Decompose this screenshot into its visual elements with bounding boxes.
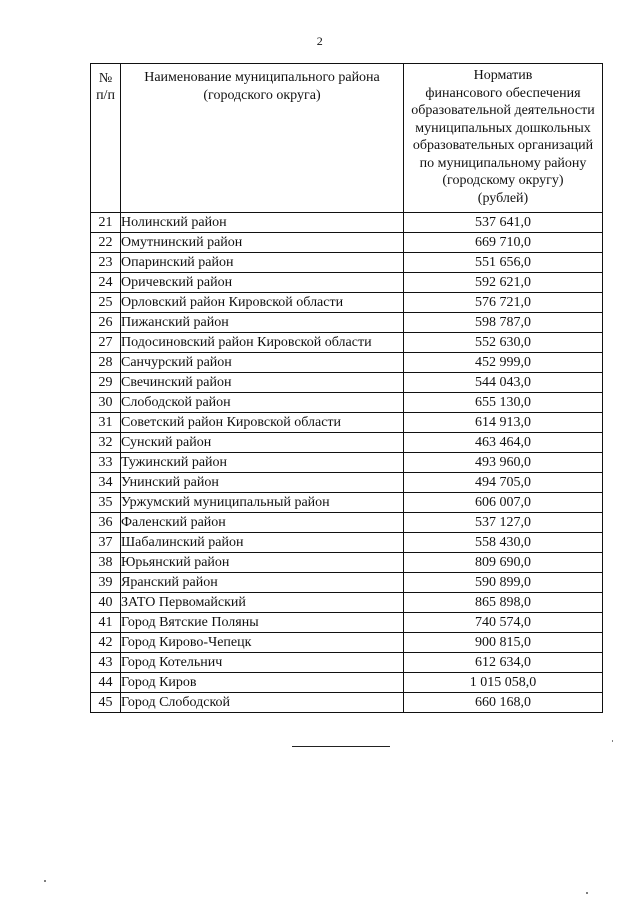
district-name-cell: Унинский район bbox=[121, 473, 404, 493]
table-row bbox=[91, 433, 603, 453]
district-name-cell: Город Слободской bbox=[121, 693, 404, 713]
row-number-cell: 33 bbox=[91, 453, 121, 473]
row-number-cell: 36 bbox=[91, 513, 121, 533]
row-number-cell: 27 bbox=[91, 333, 121, 353]
row-number-cell: 34 bbox=[91, 473, 121, 493]
table-row bbox=[91, 273, 603, 293]
table-header-row bbox=[91, 64, 603, 213]
table-row bbox=[91, 393, 603, 413]
norm-value-cell: 590 899,0 bbox=[404, 573, 603, 593]
row-number-cell: 30 bbox=[91, 393, 121, 413]
district-name-cell: Яранский район bbox=[121, 573, 404, 593]
district-name-cell: Орловский район Кировской области bbox=[121, 293, 404, 313]
district-name-cell: Город Вятские Поляны bbox=[121, 613, 404, 633]
district-name-cell: Подосиновский район Кировской области bbox=[121, 333, 404, 353]
table-row bbox=[91, 413, 603, 433]
norm-value-cell: 452 999,0 bbox=[404, 353, 603, 373]
row-number-cell: 45 bbox=[91, 693, 121, 713]
header-value-line: образовательной деятельности bbox=[411, 103, 595, 118]
district-name-cell: Город Котельнич bbox=[121, 653, 404, 673]
header-value-line: образовательных организаций bbox=[412, 138, 594, 153]
row-number-cell: 22 bbox=[91, 233, 121, 253]
table-row bbox=[91, 233, 603, 253]
norm-value-cell: 809 690,0 bbox=[404, 553, 603, 573]
norm-value-cell: 669 710,0 bbox=[404, 233, 603, 253]
norm-value-cell: 463 464,0 bbox=[404, 433, 603, 453]
header-district-name bbox=[121, 64, 404, 213]
district-name-cell: Нолинский район bbox=[121, 213, 404, 233]
row-number-cell: 40 bbox=[91, 593, 121, 613]
district-name-cell: Тужинский район bbox=[121, 453, 404, 473]
header-name-line: Наименование муниципального района bbox=[144, 70, 380, 85]
table-row bbox=[91, 633, 603, 653]
district-name-cell: Советский район Кировской области bbox=[121, 413, 404, 433]
norm-value-cell: 900 815,0 bbox=[404, 633, 603, 653]
table-row bbox=[91, 513, 603, 533]
norm-value-cell: 740 574,0 bbox=[404, 613, 603, 633]
row-number-cell: 25 bbox=[91, 293, 121, 313]
row-number-cell: 38 bbox=[91, 553, 121, 573]
header-number bbox=[91, 64, 121, 213]
norm-value-cell: 1 015 058,0 bbox=[404, 673, 603, 693]
row-number-cell: 24 bbox=[91, 273, 121, 293]
district-name-cell: Свечинский район bbox=[121, 373, 404, 393]
header-norm-value bbox=[404, 64, 603, 213]
row-number-cell: 41 bbox=[91, 613, 121, 633]
row-number-cell: 21 bbox=[91, 213, 121, 233]
row-number-cell: 39 bbox=[91, 573, 121, 593]
table-row bbox=[91, 473, 603, 493]
table-row bbox=[91, 573, 603, 593]
scan-speck bbox=[44, 880, 46, 882]
norm-value-cell: 551 656,0 bbox=[404, 253, 603, 273]
header-value-line: муниципальных дошкольных bbox=[415, 120, 591, 136]
table-row bbox=[91, 673, 603, 693]
district-name-cell: ЗАТО Первомайский bbox=[121, 593, 404, 613]
table-row bbox=[91, 253, 603, 273]
norm-value-cell: 614 913,0 bbox=[404, 413, 603, 433]
row-number-cell: 37 bbox=[91, 533, 121, 553]
financing-norms-table bbox=[90, 63, 603, 713]
norm-value-cell: 576 721,0 bbox=[404, 293, 603, 313]
district-name-cell: Пижанский район bbox=[121, 313, 404, 333]
district-name-cell: Юрьянский район bbox=[121, 553, 404, 573]
header-value-line: по муниципальному району bbox=[419, 155, 587, 171]
norm-value-cell: 592 621,0 bbox=[404, 273, 603, 293]
table-row bbox=[91, 653, 603, 673]
scan-speck bbox=[586, 892, 588, 894]
district-name-cell: Шабалинский район bbox=[121, 533, 404, 553]
district-name-cell: Опаринский район bbox=[121, 253, 404, 273]
table-row bbox=[91, 613, 603, 633]
district-name-cell: Слободской район bbox=[121, 393, 404, 413]
row-number-cell: 32 bbox=[91, 433, 121, 453]
norm-value-cell: 493 960,0 bbox=[404, 453, 603, 473]
row-number-cell: 26 bbox=[91, 313, 121, 333]
table-row bbox=[91, 353, 603, 373]
district-name-cell: Город Кирово-Чепецк bbox=[121, 633, 404, 653]
norm-value-cell: 558 430,0 bbox=[404, 533, 603, 553]
table-row bbox=[91, 453, 603, 473]
norm-value-cell: 537 641,0 bbox=[404, 213, 603, 233]
norm-value-cell: 655 130,0 bbox=[404, 393, 603, 413]
norm-value-cell: 660 168,0 bbox=[404, 693, 603, 713]
header-value-line: Норматив bbox=[473, 68, 533, 83]
table-row bbox=[91, 493, 603, 513]
header-value-line: финансового обеспечения bbox=[425, 85, 581, 101]
table-row bbox=[91, 553, 603, 573]
header-name-line: (городского округа) bbox=[203, 87, 321, 103]
page-number: 2 bbox=[316, 34, 324, 48]
table-row bbox=[91, 373, 603, 393]
norm-value-cell: 598 787,0 bbox=[404, 313, 603, 333]
row-number-cell: 29 bbox=[91, 373, 121, 393]
district-name-cell: Омутнинский район bbox=[121, 233, 404, 253]
header-number-line: п/п bbox=[96, 88, 115, 103]
table-row bbox=[91, 533, 603, 553]
end-of-document-line bbox=[292, 746, 390, 747]
district-name-cell: Город Киров bbox=[121, 673, 404, 693]
row-number-cell: 23 bbox=[91, 253, 121, 273]
norm-value-cell: 552 630,0 bbox=[404, 333, 603, 353]
row-number-cell: 31 bbox=[91, 413, 121, 433]
district-name-cell: Санчурский район bbox=[121, 353, 404, 373]
table-row bbox=[91, 693, 603, 713]
norm-value-cell: 606 007,0 bbox=[404, 493, 603, 513]
table-row bbox=[91, 593, 603, 613]
district-name-cell: Оричевский район bbox=[121, 273, 404, 293]
table-body bbox=[91, 213, 603, 713]
scan-speck bbox=[612, 740, 613, 742]
row-number-cell: 28 bbox=[91, 353, 121, 373]
header-value-line: (рублей) bbox=[477, 190, 529, 206]
table-row bbox=[91, 313, 603, 333]
row-number-cell: 44 bbox=[91, 673, 121, 693]
norm-value-cell: 544 043,0 bbox=[404, 373, 603, 393]
row-number-cell: 42 bbox=[91, 633, 121, 653]
norm-value-cell: 612 634,0 bbox=[404, 653, 603, 673]
norm-value-cell: 494 705,0 bbox=[404, 473, 603, 493]
district-name-cell: Фаленский район bbox=[121, 513, 404, 533]
row-number-cell: 43 bbox=[91, 653, 121, 673]
row-number-cell: 35 bbox=[91, 493, 121, 513]
norm-value-cell: 537 127,0 bbox=[404, 513, 603, 533]
table-row bbox=[91, 293, 603, 313]
district-name-cell: Сунский район bbox=[121, 433, 404, 453]
table-row bbox=[91, 213, 603, 233]
norm-value-cell: 865 898,0 bbox=[404, 593, 603, 613]
district-name-cell: Уржумский муниципальный район bbox=[121, 493, 404, 513]
header-number-line: № bbox=[98, 71, 113, 86]
header-value-line: (городскому округу) bbox=[442, 173, 564, 188]
table-row bbox=[91, 333, 603, 353]
